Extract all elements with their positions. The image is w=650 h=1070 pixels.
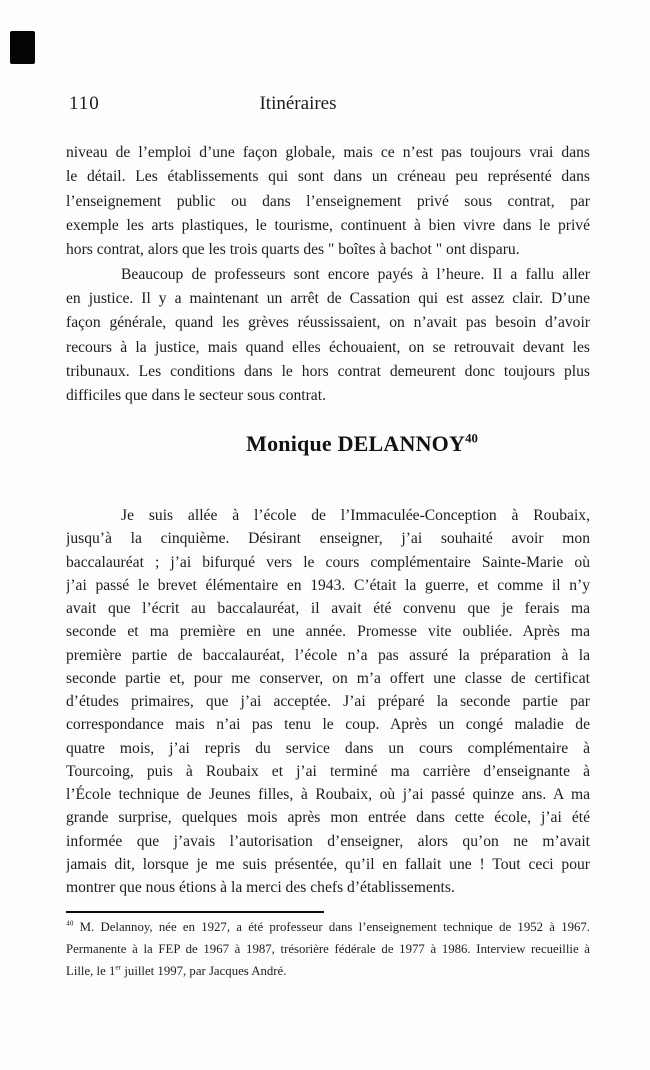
text-line: jusqu’à la cinquième. Désirant enseigner, j’ai souhaité avoir mon <box>66 530 590 548</box>
body-text <box>66 141 590 409</box>
text-line: avait que l’écrit au baccalauréat, il avait été convenu que je ferais ma <box>66 600 590 617</box>
paragraph <box>66 141 590 263</box>
text-line: Lille, le 1er juillet 1997, par Jacques André. <box>66 962 287 978</box>
section-heading <box>66 431 590 457</box>
section-heading-text: Monique DELANNOY$^{40}$ <box>246 431 478 456</box>
footnote-ref-superscript: 40 <box>66 918 74 928</box>
text-line: seconde et ma première en une année. Promesse vite oubliée. Après ma <box>66 623 590 641</box>
text-line: $^{40}$ M. Delannoy, née en 1927, a été professeur dans l’enseignement technique de 1952 à 1967. <box>66 918 590 934</box>
text-line: première partie de baccalauréat, l’école n’a pas assuré la préparation à la <box>66 646 590 664</box>
text-line: niveau de l’emploi d’une façon globale, mais ce n’est pas toujours vrai dans <box>66 144 590 161</box>
text-line: hors contrat, alors que les trois quarts des " boîtes à bachot " ont disparu. <box>66 241 520 259</box>
text-line: Permanente à la FEP de 1967 à 1987, trésorière fédérale de 1977 à 1986. Interview recueillie à <box>66 941 590 956</box>
text-line: j’ai passé le brevet élémentaire en 1943. C’était la guerre, et comme il n’y <box>66 576 590 594</box>
text-line: Tourcoing, puis à Roubaix et j’ai terminé ma carrière d’enseignante à <box>66 762 590 780</box>
footnote-ref-superscript: er <box>115 962 122 972</box>
text-line: en justice. Il y a maintenant un arrêt de Cassation qui est assez clair. D’une <box>66 290 590 308</box>
running-title: Itinéraires <box>259 93 337 114</box>
footnote-ref-superscript: 40 <box>465 431 478 446</box>
text-line: tribunaux. Les conditions dans le hors contrat demeurent donc toujours plus <box>66 363 590 381</box>
footnote-paragraph <box>66 917 590 982</box>
footnote-divider <box>66 911 324 913</box>
text-line: l’École technique de Jeunes filles, à Roubaix, où j’ai passé quinze ans. A ma <box>66 786 590 803</box>
text-line: quatre mois, j’ai repris du service dans un cours complémentaire à <box>66 739 590 757</box>
text-line: correspondance mais n’ai pas tenu le coup. Après un congé maladie de <box>66 716 590 734</box>
text-line: grande surprise, quelques mois après mon entrée dans cette école, j’ai été <box>66 809 590 827</box>
text-line: jamais dit, lorsque je me suis présentée, qu’il en fallait une ! Tout ceci pour <box>66 855 590 873</box>
paragraph <box>66 263 590 409</box>
footnote <box>66 917 590 982</box>
text-line: d’études primaires, que j’ai acceptée. J’ai préparé la seconde partie par <box>66 693 590 710</box>
text-line: le détail. Les établissements qui sont dans un créneau peu représenté dans <box>66 168 590 186</box>
text-line: l’enseignement public ou dans l’enseignement privé sous contrat, par <box>66 192 590 210</box>
scan-artifact-mark <box>10 31 35 64</box>
running-header <box>66 93 590 117</box>
text-line: exemple les arts plastiques, le tourisme, continuent à bien vivre dans le privé <box>66 217 590 235</box>
text-line: façon générale, quand les grèves réussissaient, on n’avait pas besoin d’avoir <box>66 314 590 332</box>
text-line: difficiles que dans le secteur sous contrat. <box>66 387 326 405</box>
text-line: montrer que nous étions à la merci des chefs d’établissements. <box>66 879 455 896</box>
paragraph <box>66 504 590 899</box>
text-line: Beaucoup de professeurs sont encore payés à l’heure. Il a fallu aller <box>121 265 590 283</box>
quote-text <box>66 504 590 899</box>
text-line: baccalauréat ; j’ai bifurqué vers le cours complémentaire Sainte-Marie où <box>66 553 590 571</box>
text-line: informée que j’avais l’autorisation d’enseigner, alors qu’on ne m’avait <box>66 832 590 850</box>
text-line: seconde partie et, pour me conserver, on m’a offert une classe de certificat <box>66 669 590 687</box>
text-line: recours à la justice, mais quand elles échouaient, on se retrouvait devant les <box>66 338 590 356</box>
page-number: 110 <box>69 93 100 114</box>
text-line: Je suis allée à l’école de l’Immaculée-Conception à Roubaix, <box>121 507 590 524</box>
